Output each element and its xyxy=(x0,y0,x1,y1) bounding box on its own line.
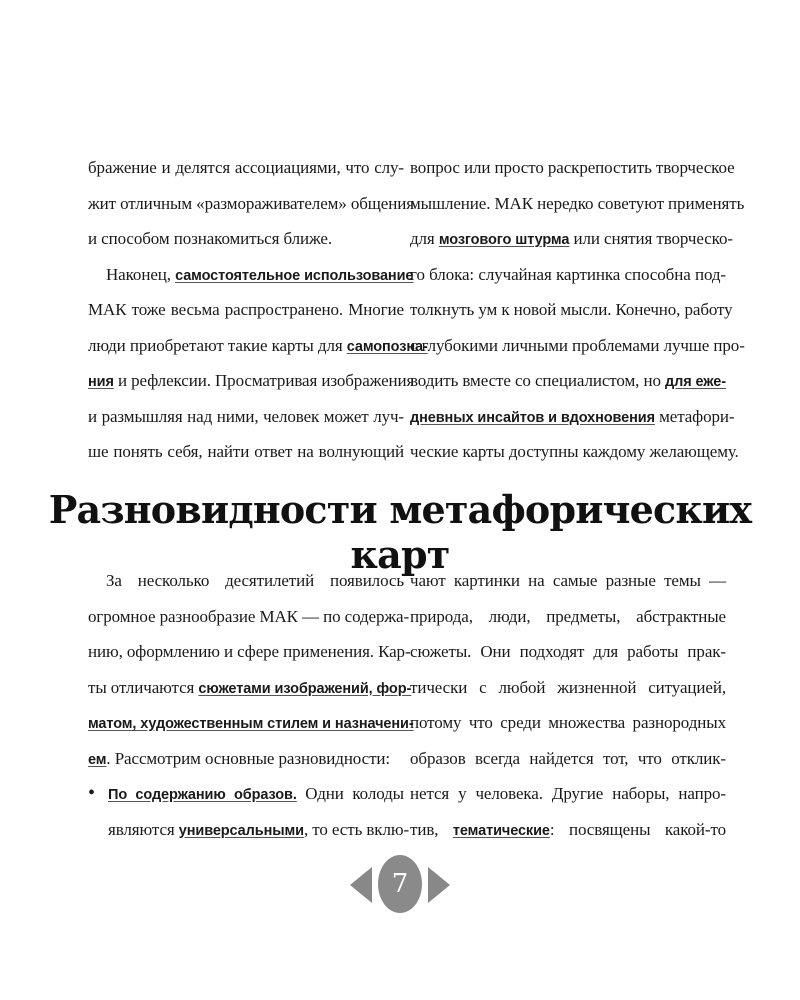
text-line: природа, люди, предметы, абстрактные xyxy=(410,606,726,626)
highlighted-term: сюжетами изображений, фор- xyxy=(198,680,412,697)
text-line xyxy=(88,705,414,741)
text-line: чают картинки на самые разные темы — xyxy=(410,571,726,590)
text-run: тив, xyxy=(410,819,453,839)
page-number-badge xyxy=(340,855,460,915)
text-run: : посвящены какой-то xyxy=(549,819,726,839)
bottom-left-column xyxy=(88,563,414,847)
text-line xyxy=(88,257,414,293)
text-line: огромное разнообразие МАК — по содержа- xyxy=(88,606,410,626)
page-number: 7 xyxy=(378,855,422,913)
text-run: Одни колоды xyxy=(296,784,404,803)
text-run: для xyxy=(410,229,439,248)
text-line xyxy=(88,670,412,706)
text-line xyxy=(410,812,726,848)
text-line: МАК тоже весьма распространено. Многие xyxy=(88,300,404,319)
text-line xyxy=(88,328,428,364)
text-line: и способом познакомиться ближе. xyxy=(88,229,332,248)
text-run: Наконец, xyxy=(106,264,176,284)
highlighted-term: дневных инсайтов и вдохновения xyxy=(410,409,655,426)
highlighted-term: для еже- xyxy=(665,374,726,390)
text-run: и рефлексии. Просматривая изображения xyxy=(113,371,415,390)
arrow-right-icon xyxy=(428,867,450,903)
text-line: вопрос или просто раскрепостить творческое xyxy=(410,158,735,177)
text-line: сюжеты. Они подходят для работы прак- xyxy=(410,642,726,661)
text-line xyxy=(410,221,733,257)
text-run: являются xyxy=(108,819,179,839)
text-line: бражение и делятся ассоциациями, что слу- xyxy=(88,158,404,177)
section-heading: Разновидности метафорических карт xyxy=(48,487,752,577)
text-line: го блока: случайная картинка способна под- xyxy=(410,264,726,284)
text-run: или снятия творческо- xyxy=(569,229,733,248)
text-line: мышление. МАК нередко советуют применять xyxy=(410,193,745,213)
bullet-icon: • xyxy=(88,782,95,804)
text-line: образов всегда найдется тот, что отклик- xyxy=(410,748,726,768)
text-line: За несколько десятилетий появилось xyxy=(106,571,404,590)
text-run: метафори- xyxy=(654,406,735,426)
arrow-left-icon xyxy=(350,867,372,903)
highlighted-term: тематические xyxy=(452,822,550,839)
highlighted-term: самостоятельное использование xyxy=(175,267,414,284)
text-line xyxy=(88,363,415,399)
text-line: ческие карты доступны каждому желающему. xyxy=(410,442,739,461)
text-line: и размышляя над ними, человек может луч- xyxy=(88,406,404,426)
top-right-column xyxy=(410,150,745,470)
text-line: тически с любой жизненной ситуацией, xyxy=(410,677,726,697)
text-line: с глубокими личными проблемами лучше про- xyxy=(410,335,745,355)
text-line xyxy=(410,363,726,399)
text-line: толкнуть ум к новой мысли. Конечно, работу xyxy=(410,300,733,319)
text-run: . Рассмотрим основные разновидности: xyxy=(106,748,391,768)
text-line xyxy=(88,741,404,777)
bullet-item xyxy=(88,776,404,812)
text-line: потому что среди множества разнородных xyxy=(410,713,726,732)
highlighted-term: универсальными xyxy=(178,822,304,839)
bottom-right-column xyxy=(410,563,726,847)
highlighted-term: матом, художественным стилем и назначени- xyxy=(88,716,414,732)
text-run: люди приобретают такие карты для xyxy=(88,335,347,355)
highlighted-term: ем xyxy=(88,751,107,768)
text-run: ты отличаются xyxy=(88,677,199,697)
text-line: ше понять себя, найти ответ на волнующий xyxy=(88,442,404,461)
highlighted-term: По содержанию образов. xyxy=(108,787,297,803)
highlighted-term: ния xyxy=(88,374,114,390)
text-line: нию, оформлению и сфере применения. Кар- xyxy=(88,642,411,661)
highlighted-term: самопозна- xyxy=(346,338,428,355)
top-left-column xyxy=(88,150,428,470)
highlighted-term: мозгового штурма xyxy=(438,232,570,248)
text-run: , то есть вклю- xyxy=(303,819,410,839)
text-line: жит отличным «размораживателем» общения xyxy=(88,193,414,213)
text-line xyxy=(88,812,410,848)
text-run: водить вместе со специалистом, но xyxy=(410,371,666,390)
text-line: нется у человека. Другие наборы, напро- xyxy=(410,784,726,803)
text-line xyxy=(410,399,735,435)
